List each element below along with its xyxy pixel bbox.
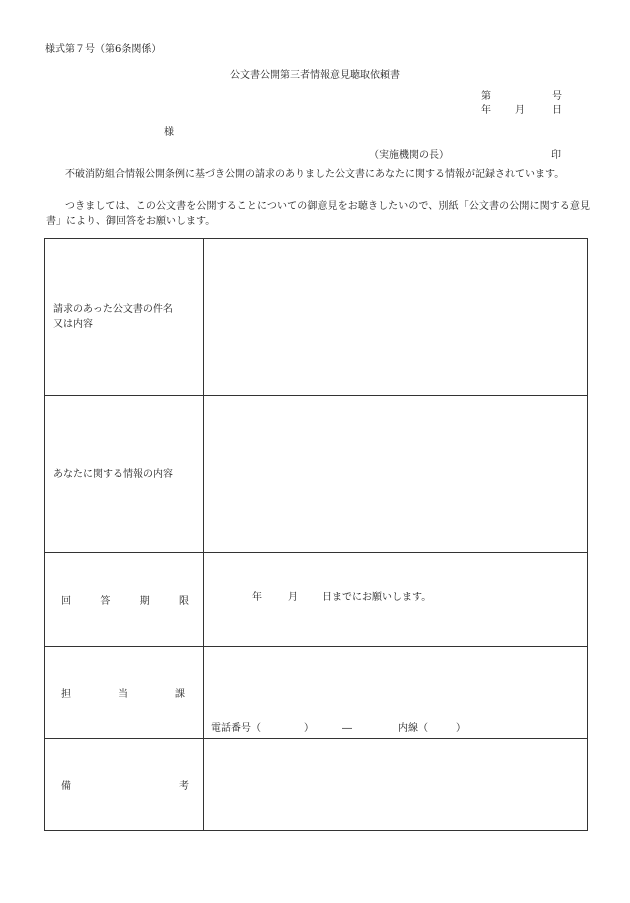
response-deadline-value[interactable] [204,553,588,647]
extension-close: ） [456,723,466,734]
remarks-label: 備 考 [45,739,204,831]
document-title: 公文書公開第三者情報意見聴取依頼書 [230,70,400,81]
sender-label: （実施機関の長） [369,150,449,161]
date-month: 月 [515,105,525,116]
response-deadline-label: 回 答 期 限 [45,553,204,647]
information-content-label: あなたに関する情報の内容 [45,396,204,553]
deadline-year: 年 [252,591,262,603]
paragraph-2: つきましては、この公文書を公開することについての御意見をお聴きしたいので、別紙「公文書の公開に関する意見書」により、御回答をお願いします。 [46,201,590,227]
requested-document-value[interactable] [204,239,588,396]
seal-mark: 印 [551,150,561,161]
addressee-suffix: 様 [164,127,174,138]
responsible-section-value[interactable] [204,647,588,739]
phone-dash: ― [342,723,352,734]
doc-number-prefix: 第 [481,91,491,102]
deadline-month: 月 [288,591,298,603]
requested-document-label [45,239,204,396]
deadline-day-text: 日までにお願いします。 [322,591,432,603]
date-day: 日 [552,105,562,116]
extension-label: 内線（ [398,723,428,734]
form-number: 様式第７号（第6条関係） [45,44,162,55]
row-responsible-section [45,647,588,739]
phone-close: ） [304,723,314,734]
responsible-section-label: 担 当 課 [45,647,204,739]
phone-label: 電話番号（ [211,723,261,734]
opinion-request-table [44,238,588,831]
row-information-content [45,396,588,553]
row-response-deadline [45,553,588,647]
doc-number-suffix: 号 [552,91,562,102]
information-content-value[interactable] [204,396,588,553]
remarks-value[interactable] [204,739,588,831]
row-requested-document [45,239,588,396]
row-remarks [45,739,588,831]
paragraph-1: 不破消防組合情報公開条例に基づき公開の請求のありました公文書にあなたに関する情報が記録されています。 [65,169,565,180]
requested-document-label-line2: 又は内容 [53,319,93,330]
date-year: 年 [481,105,491,116]
requested-document-label-line1: 請求のあった公文書の件名 [53,304,173,315]
